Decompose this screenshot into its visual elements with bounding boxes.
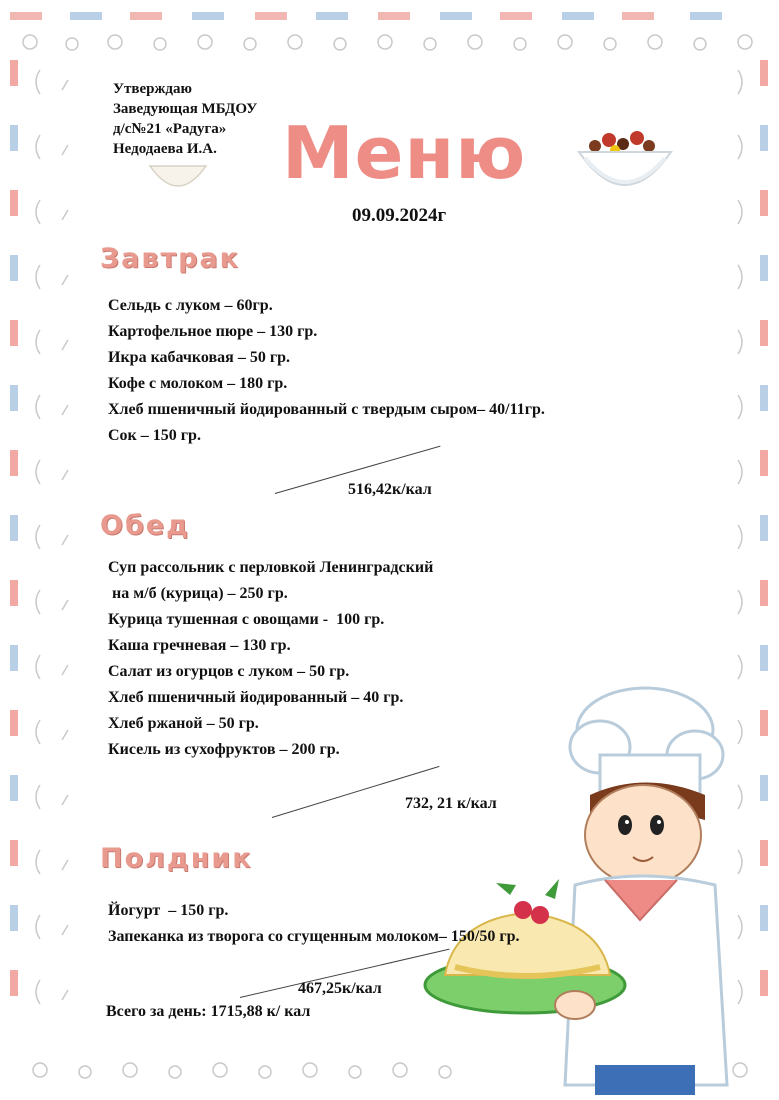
list-item: Икра кабачковая – 50 гр. [108,349,290,366]
approval-heading: Утверждаю [113,81,192,97]
daily-total: Всего за день: 1715,88 к/ кал [106,1003,311,1020]
breakfast-title: Завтрак [100,243,241,274]
approval-signatory: Недодаева И.А. [113,141,217,157]
lace-border-top [0,0,779,60]
menu-date: 09.09.2024г [352,205,447,226]
bowl-illustration-left [148,158,208,203]
list-item: Суп рассольник с перловкой Ленинградский [108,559,434,576]
approval-block [113,79,257,159]
bowl-illustration-right [575,128,675,203]
list-item: Кофе с молоком – 180 гр. [108,375,288,392]
lunch-title: Обед [100,510,190,541]
approval-position: Заведующая МБДОУ [113,101,258,117]
list-item: Запеканка из творога со сгущенным молоком– 150/50 гр. [108,928,520,945]
lunch-kcal: 732, 21 к/кал [405,795,497,812]
list-item: Хлеб пшеничный йодированный – 40 гр. [108,689,404,706]
list-item: Курица тушенная с овощами - 100 гр. [108,611,385,628]
snack-kcal: 467,25к/кал [298,980,382,997]
list-item: Картофельное пюре – 130 гр. [108,323,318,340]
list-item: Хлеб пшеничный йодированный с твердым сыром– 40/11гр. [108,401,545,418]
chef-illustration [415,685,745,1095]
lunch-items [108,555,433,763]
list-item: Сок – 150 гр. [108,427,201,444]
list-item: Сельдь с луком – 60гр. [108,297,273,314]
list-item: Хлеб ржаной – 50 гр. [108,715,259,732]
list-item: Каша гречневая – 130 гр. [108,637,291,654]
list-item: Кисель из сухофруктов – 200 гр. [108,741,340,758]
lace-border-left [0,40,95,1060]
list-item: Салат из огурцов с луком – 50 гр. [108,663,350,680]
snack-title: Полдник [100,843,253,874]
breakfast-kcal: 516,42к/кал [348,481,432,498]
list-item: Йогурт – 150 гр. [108,902,229,919]
approval-organization: д/с№21 «Радуга» [113,121,227,137]
menu-title: Меню [282,111,527,195]
breakfast-items [108,293,545,449]
list-item: на м/б (курица) – 250 гр. [108,585,288,602]
snack-items [108,898,520,950]
